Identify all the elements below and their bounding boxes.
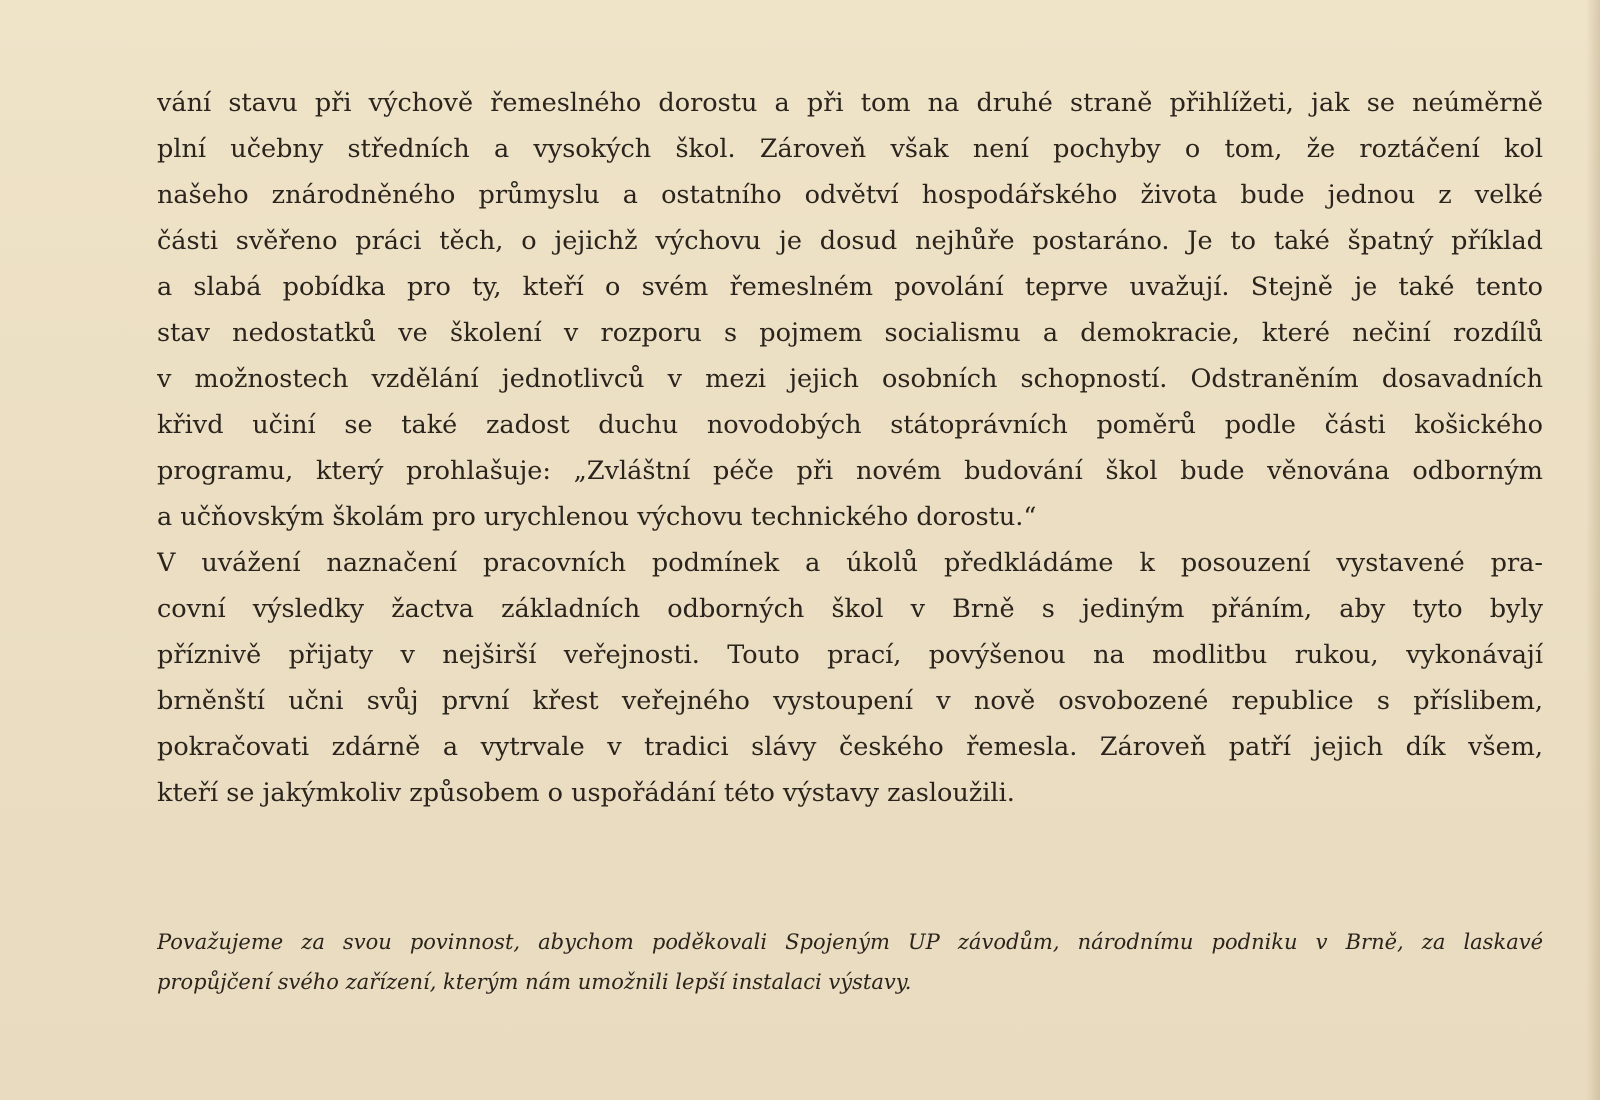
text-line: V uvážení naznačení pracovních podmínek a úkolů předkládáme k posouzení vystavené pra- bbox=[157, 548, 1543, 578]
text-line: programu, který prohlašuje: „Zvláštní péče při novém budování škol bude věnována odborným bbox=[157, 456, 1543, 486]
page-edge-shadow bbox=[1586, 0, 1600, 1100]
text-line: pokračovati zdárně a vytrvale v tradici slávy českého řemesla. Zároveň patří jejich dík všem, bbox=[157, 732, 1543, 762]
acknowledgement-note bbox=[157, 922, 1543, 1002]
text-line: našeho znárodněného průmyslu a ostatního odvětví hospodářského života bude jednou z velké bbox=[157, 180, 1543, 210]
text-line: stav nedostatků ve školení v rozporu s pojmem socialismu a demokracie, které nečiní rozdílů bbox=[157, 318, 1543, 348]
text-line: příznivě přijaty v nejširší veřejnosti. Touto prací, povýšenou na modlitbu rukou, vykonávají bbox=[157, 640, 1543, 670]
paragraph-end-line: kteří se jakýmkoliv způsobem o uspořádání této výstavy zasloužili. bbox=[157, 778, 1015, 808]
paragraph-end-line: a učňovským školám pro urychlenou výchovu technického dorostu.“ bbox=[157, 502, 1037, 532]
acknowledgement-line: Považujeme za svou povinnost, abychom poděkovali Spojeným UP závodům, národnímu podniku v Brně, za laskavé bbox=[157, 930, 1543, 954]
text-line: části svěřeno práci těch, o jejichž výchovu je dosud nejhůře postaráno. Je to také špatný příklad bbox=[157, 226, 1543, 256]
acknowledgement-line: propůjčení svého zařízení, kterým nám umožnili lepší instalaci výstavy. bbox=[157, 970, 912, 994]
text-line: a slabá pobídka pro ty, kteří o svém řemeslném povolání teprve uvažují. Stejně je také tento bbox=[157, 272, 1543, 302]
text-line: covní výsledky žactva základních odborných škol v Brně s jediným přáním, aby tyto byly bbox=[157, 594, 1543, 624]
main-text-block bbox=[157, 80, 1543, 816]
text-line: brněnští učni svůj první křest veřejného vystoupení v nově osvobozené republice s příslibem, bbox=[157, 686, 1543, 716]
text-line: v možnostech vzdělání jednotlivců v mezi jejich osobních schopností. Odstraněním dosavadních bbox=[157, 364, 1543, 394]
text-line: vání stavu při výchově řemeslného dorostu a při tom na druhé straně přihlížeti, jak se neúměrně bbox=[157, 88, 1543, 118]
text-line: plní učebny středních a vysokých škol. Zároveň však není pochyby o tom, že roztáčení kol bbox=[157, 134, 1543, 164]
text-line: křivd učiní se také zadost duchu novodobých státoprávních poměrů podle části košického bbox=[157, 410, 1543, 440]
